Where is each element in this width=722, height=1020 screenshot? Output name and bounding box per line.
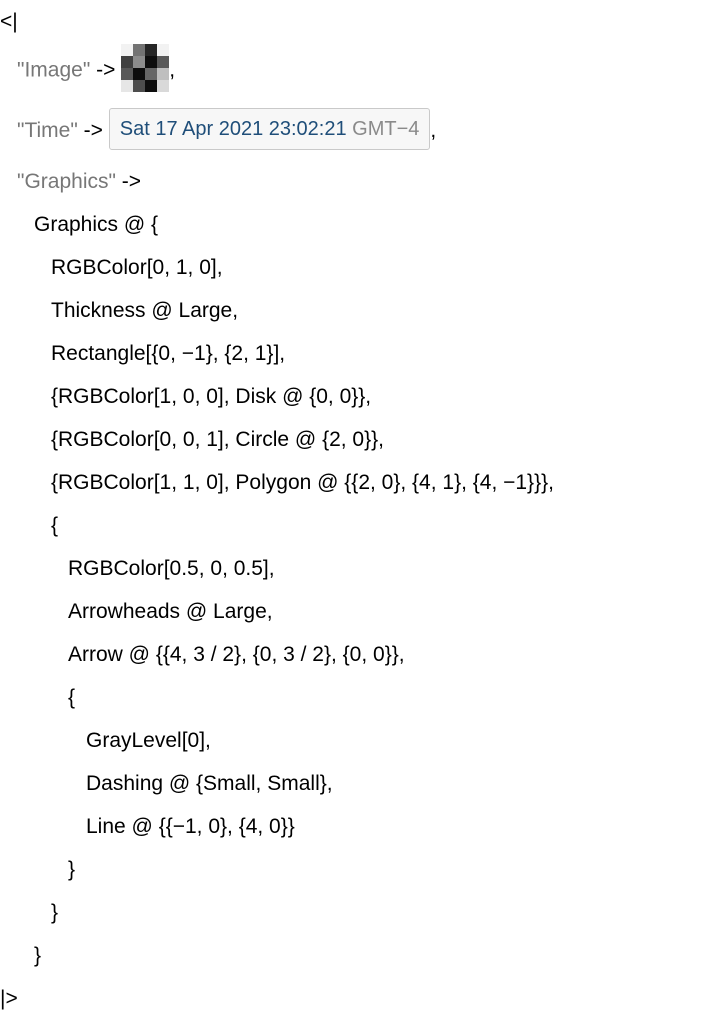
code-line: { [68, 686, 76, 709]
thumbnail-pixel [157, 56, 169, 68]
code-line: } [51, 901, 59, 924]
image-entry-comma: , [169, 58, 176, 82]
thumbnail-pixel [121, 68, 133, 80]
code-line: RGBColor[0.5, 0, 0.5], [68, 557, 275, 580]
thumbnail-pixel [145, 80, 157, 92]
pixelated-grayscale-thumbnail-icon[interactable] [121, 44, 169, 92]
code-line: Rectangle[{0, −1}, {2, 1}], [51, 342, 286, 365]
date-value: Sat 17 Apr 2021 23:02:21 [119, 118, 347, 141]
thumbnail-pixel [157, 68, 169, 80]
open-delimiter-text: <| [0, 10, 18, 33]
thumbnail-pixel [121, 44, 133, 56]
code-line: {RGBColor[0, 0, 1], Circle @ {2, 0}}, [51, 428, 384, 451]
timezone-value: GMT−4 [352, 118, 420, 141]
image-rule-arrow: -> [96, 58, 116, 82]
code-line: Dashing @ {Small, Small}, [86, 772, 333, 795]
graphics-key: "Graphics" [17, 170, 116, 193]
code-line: } [34, 944, 42, 967]
time-entry [17, 109, 436, 152]
image-entry [17, 47, 175, 90]
code-line: Arrowheads @ Large, [68, 600, 273, 623]
thumbnail-pixel [133, 80, 145, 92]
thumbnail-pixel [145, 44, 157, 56]
thumbnail-pixel [145, 68, 157, 80]
code-line: Graphics @ { [34, 213, 159, 236]
thumbnail-pixel [157, 80, 169, 92]
code-line: {RGBColor[1, 1, 0], Polygon @ {{2, 0}, {4, 1}, {4, −1}}}, [51, 471, 554, 494]
thumbnail-pixel [133, 44, 145, 56]
code-line: } [68, 858, 76, 881]
thumbnail-pixel [121, 80, 133, 92]
code-line: {RGBColor[1, 0, 0], Disk @ {0, 0}}, [51, 385, 372, 408]
image-key: "Image" [17, 58, 91, 82]
date-object-box[interactable] [109, 108, 431, 150]
thumbnail-pixel [145, 56, 157, 68]
open-association-delimiter [0, 0, 18, 43]
code-line: GrayLevel[0], [86, 729, 211, 752]
graphics-rule-arrow: -> [121, 170, 142, 193]
thumbnail-pixel [157, 44, 169, 56]
time-key: "Time" [17, 119, 78, 142]
thumbnail-pixels [121, 44, 169, 92]
code-line: { [51, 514, 59, 537]
thumbnail-pixel [121, 56, 133, 68]
code-line: Line @ {{−1, 0}, {4, 0}} [86, 815, 295, 838]
time-rule-arrow: -> [83, 119, 103, 142]
code-line: RGBColor[0, 1, 0], [51, 256, 223, 279]
code-line: Arrow @ {{4, 3 / 2}, {0, 3 / 2}, {0, 0}}, [68, 643, 405, 666]
thumbnail-pixel [133, 68, 145, 80]
close-delimiter-text: |> [0, 987, 18, 1010]
code-line: Thickness @ Large, [51, 299, 239, 322]
graphics-entry [17, 160, 141, 203]
thumbnail-pixel [133, 56, 145, 68]
time-entry-comma: , [430, 119, 437, 142]
close-association-delimiter [0, 977, 18, 1020]
